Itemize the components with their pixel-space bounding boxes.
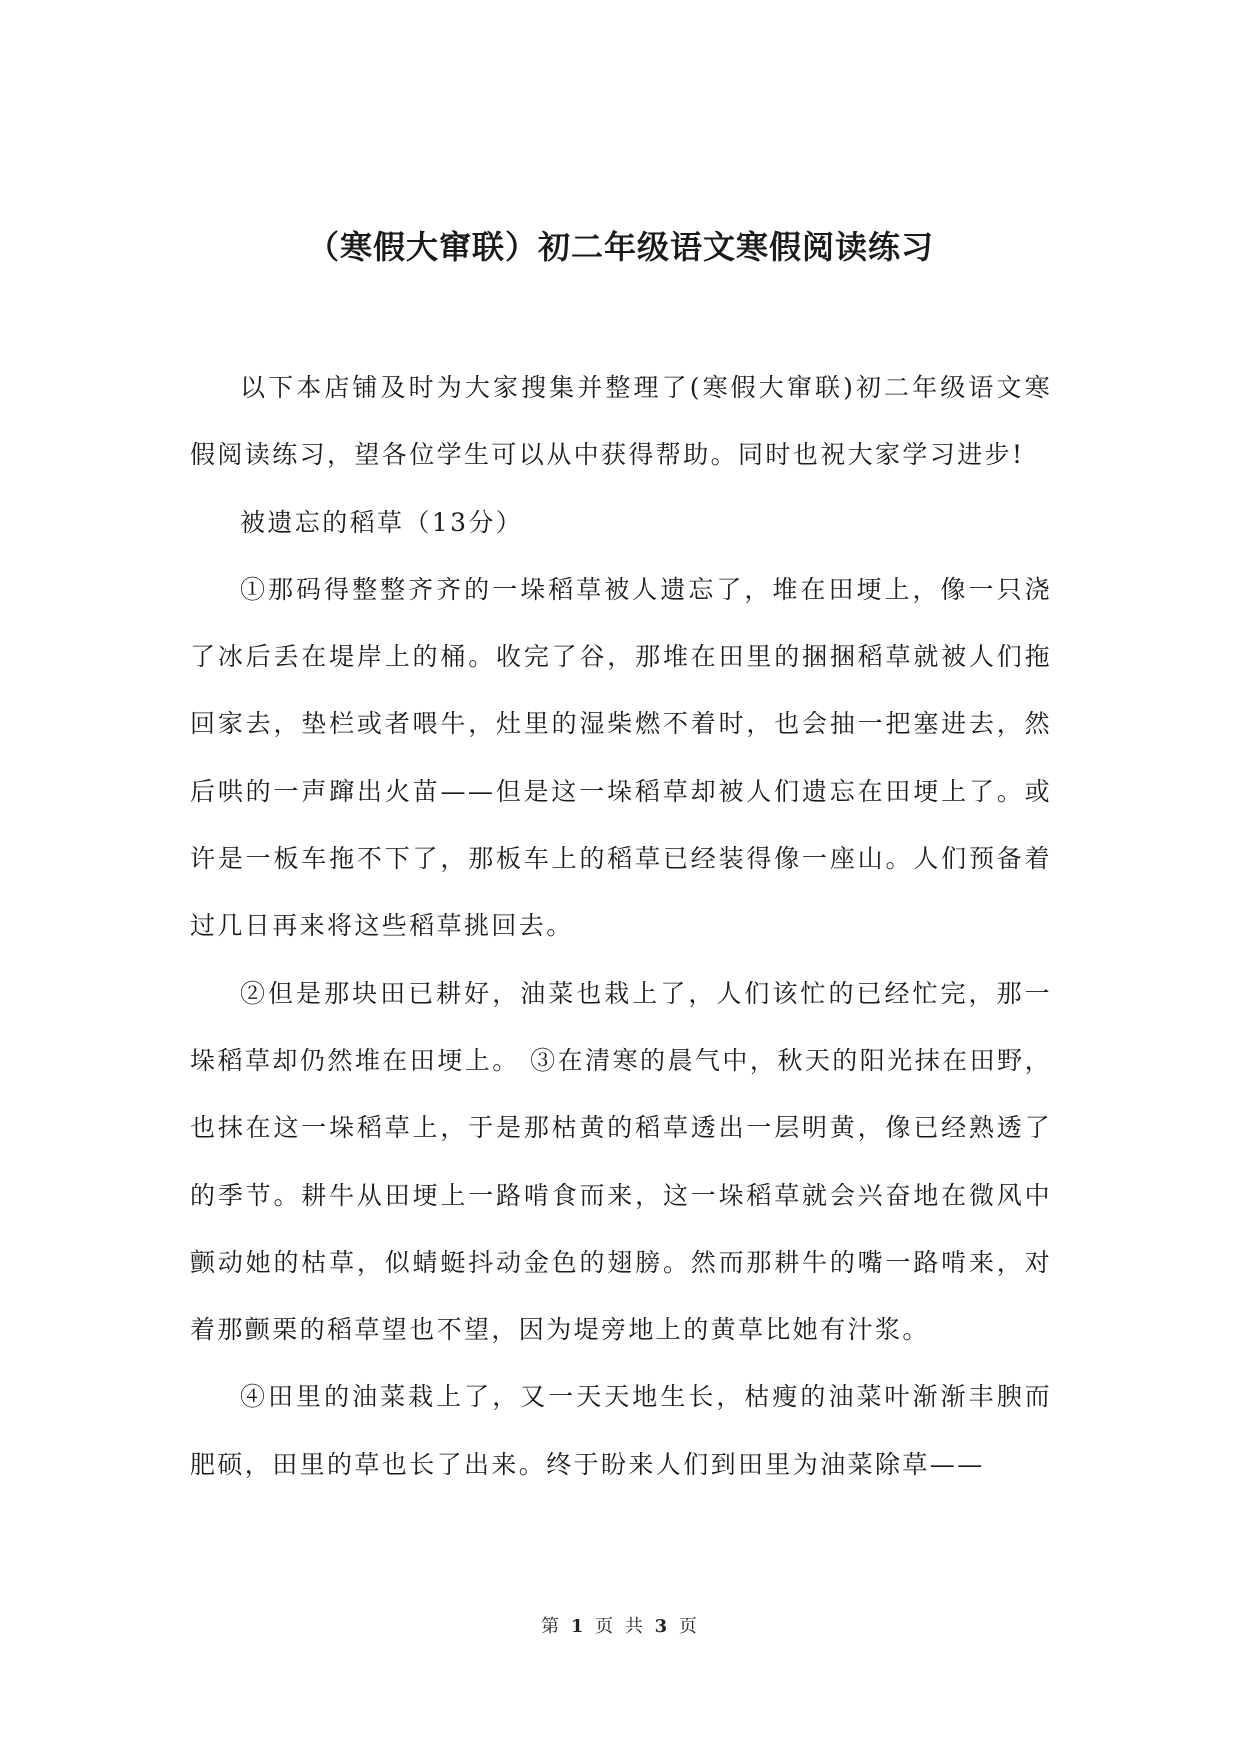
- body-paragraph-1: ①那码得整整齐齐的一垛稻草被人遗忘了，堆在田埂上，像一只浇了冰后丢在堤岸上的桶。收完了谷，那堆在田里的捆捆稻草就被人们拖回家去，垫栏或者喂牛，灶里的湿柴燃不着时，也会抽一把塞进去，然后哄的一声蹿出火苗——但是这一垛稻草却被人们遗忘在田埂上了。或许是一板车拖不下了，那板车上的稻草已经装得像一座山。人们预备着过几日再来将这些稻草挑回去。: [190, 574, 1052, 941]
- body-paragraph-2: ②但是那块田已耕好，油菜也栽上了，人们该忙的已经忙完，那一垛稻草却仍然堆在田埂上。 ③在清寒的晨气中，秋天的阳光抹在田野，也抹在这一垛稻草上，于是那枯黄的稻草透出一层明黄，像已经熟透了的季节。耕牛从田埂上一路啃食而来，这一垛稻草就会兴奋地在微风中颤动她的枯草，似蜻蜓抖动金色的翅膀。然而那耕牛的嘴一路啃来，对着那颤栗的稻草望也不望，因为堤旁地上的黄草比她有汁浆。: [190, 978, 1052, 1345]
- footer-suffix: 页: [678, 1616, 700, 1637]
- intro-paragraph: 以下本店铺及时为大家搜集并整理了(寒假大窜联)初二年级语文寒假阅读练习，望各位学生可以从中获得帮助。同时也祝大家学习进步!: [190, 373, 1052, 470]
- document-title: （寒假大窜联）初二年级语文寒假阅读练习: [306, 228, 934, 266]
- section-heading: 被遗忘的稻草（13分）: [240, 507, 524, 537]
- current-page-number: 1: [570, 1616, 587, 1637]
- document-body: [190, 354, 1052, 1498]
- page-footer: [0, 1612, 1241, 1638]
- footer-prefix: 第: [541, 1616, 563, 1637]
- total-page-number: 3: [654, 1616, 671, 1637]
- footer-middle: 页 共: [595, 1616, 646, 1637]
- body-paragraph-3: ④田里的油菜栽上了，又一天天地生长，枯瘦的油菜叶渐渐丰腴而肥硕，田里的草也长了出来。终于盼来人们到田里为油菜除草——: [190, 1382, 1052, 1479]
